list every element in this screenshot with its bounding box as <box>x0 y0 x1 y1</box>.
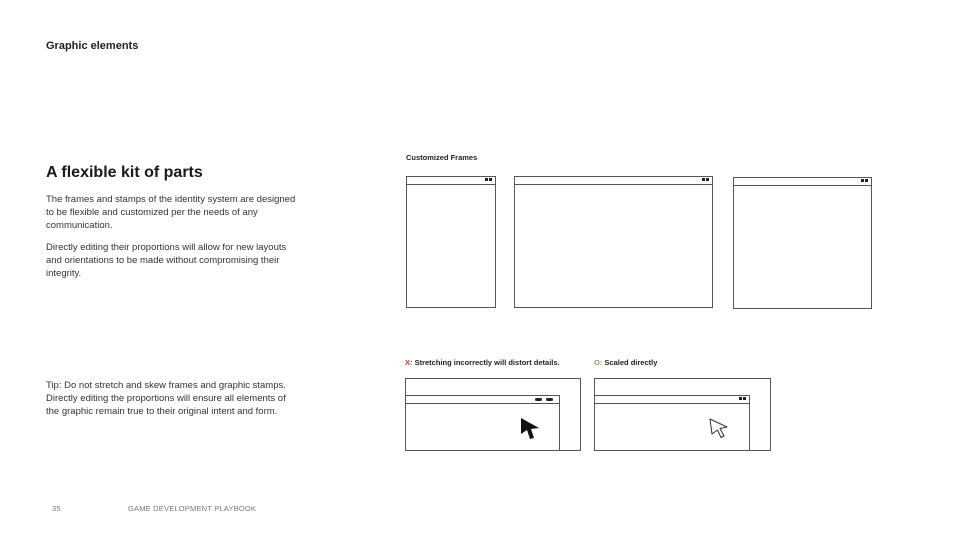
incorrect-caption <box>405 358 560 367</box>
page-heading: A flexible kit of parts <box>46 164 203 181</box>
frame-title-bar <box>406 396 559 404</box>
window-controls-icon <box>739 397 746 400</box>
incorrect-example <box>405 378 581 451</box>
correct-example <box>594 378 771 451</box>
frame-landscape <box>514 176 713 308</box>
body-paragraph-1: The frames and stamps of the identity system are designed to be flexible and customized per the needs of any communication. <box>46 194 296 231</box>
frame-title-bar <box>734 178 871 186</box>
correct-mark: O: <box>594 358 603 367</box>
correct-caption <box>594 358 657 367</box>
window-controls-icon <box>535 398 553 401</box>
frame-medium <box>733 177 872 309</box>
tip-paragraph: Tip: Do not stretch and skew frames and graphic stamps. Directly editing the proportions will ensure all elements of the graphic remain true to their original intent and form. <box>46 380 286 417</box>
frames-caption: Customized Frames <box>406 153 478 162</box>
frame-title-bar <box>407 177 495 185</box>
cursor-arrow-outline-icon <box>708 417 730 439</box>
correct-text: Scaled directly <box>602 358 658 367</box>
body-paragraph-2: Directly editing their proportions will allow for new layouts and orientations to be made without compromising their integrity. <box>46 242 287 279</box>
window-controls-icon <box>485 178 492 181</box>
section-label: Graphic elements <box>46 40 139 52</box>
window-controls-icon <box>702 178 709 181</box>
frame-title-bar <box>595 396 749 404</box>
page-number: 35 <box>52 504 61 513</box>
incorrect-text: Stretching incorrectly will distort details. <box>412 358 560 367</box>
window-controls-icon <box>861 179 868 182</box>
incorrect-mark: X: <box>405 358 413 367</box>
document-title: GAME DEVELOPMENT PLAYBOOK <box>128 504 257 513</box>
cursor-arrow-filled-icon <box>519 416 541 440</box>
frame-portrait <box>406 176 496 308</box>
frame-title-bar <box>515 177 712 185</box>
